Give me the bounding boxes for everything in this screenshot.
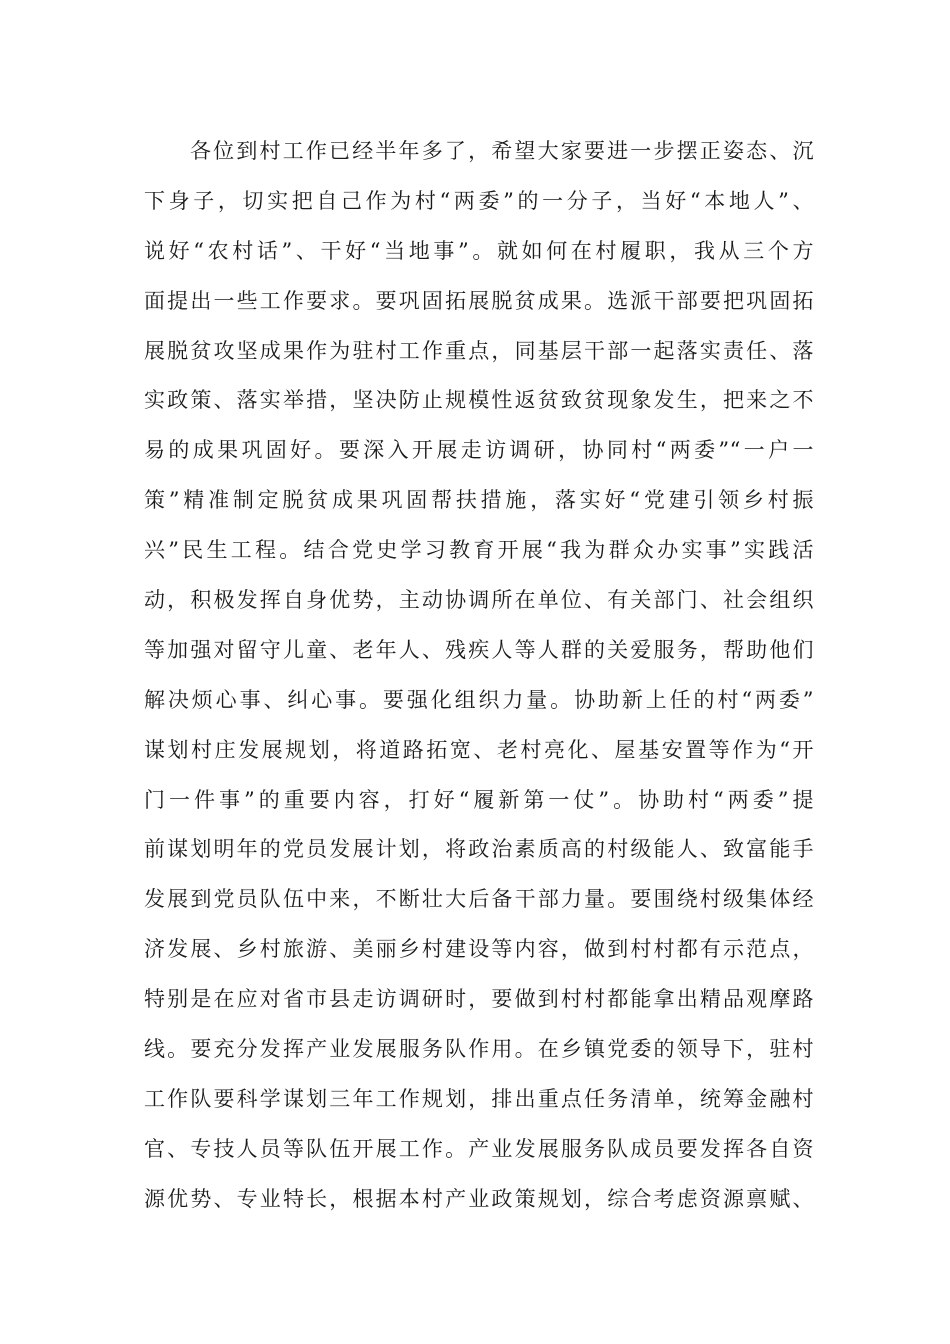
- text-line: 动，积极发挥自身优势，主动协调所在单位、有关部门、社会组织: [144, 588, 814, 613]
- text-line: 特别是在应对省市县走访调研时，要做到村村都能拿出精品观摩路: [144, 987, 814, 1012]
- text-line: 等加强对留守儿童、老年人、残疾人等人群的关爱服务，帮助他们: [144, 637, 814, 662]
- text-line: 谋划村庄发展规划，将道路拓宽、老村亮化、屋基安置等作为“开: [144, 737, 814, 762]
- text-line: 各位到村工作已经半年多了，希望大家要进一步摆正姿态、沉: [190, 139, 814, 163]
- text-line: 易的成果巩固好。要深入开展走访调研，协同村“两委”“一户一: [144, 438, 814, 463]
- text-line: 展脱贫攻坚成果作为驻村工作重点，同基层干部一起落实责任、落: [144, 338, 814, 363]
- text-line: 解决烦心事、纠心事。要强化组织力量。协助新上任的村“两委”: [144, 687, 814, 712]
- text-line: 工作队要科学谋划三年工作规划，排出重点任务清单，统筹金融村: [144, 1086, 814, 1111]
- text-line: 发展到党员队伍中来，不断壮大后备干部力量。要围绕村级集体经: [144, 887, 814, 912]
- text-line: 实政策、落实举措，坚决防止规模性返贫致贫现象发生，把来之不: [144, 388, 814, 413]
- text-line: 线。要充分发挥产业发展服务队作用。在乡镇党委的领导下，驻村: [144, 1037, 814, 1062]
- text-line: 门一件事”的重要内容，打好“履新第一仗”。协助村“两委”提: [144, 787, 814, 812]
- text-line: 策”精准制定脱贫成果巩固帮扶措施，落实好“党建引领乡村振: [144, 488, 814, 513]
- text-line: 源优势、专业特长，根据本村产业政策规划，综合考虑资源禀赋、: [144, 1186, 814, 1211]
- text-line: 说好“农村话”、干好“当地事”。就如何在村履职，我从三个方: [144, 238, 814, 263]
- text-line: 面提出一些工作要求。要巩固拓展脱贫成果。选派干部要把巩固拓: [144, 288, 814, 313]
- text-line: 济发展、乡村旅游、美丽乡村建设等内容，做到村村都有示范点，: [144, 937, 814, 962]
- text-line: 兴”民生工程。结合党史学习教育开展“我为群众办实事”实践活: [144, 538, 814, 563]
- text-line: 前谋划明年的党员发展计划，将政治素质高的村级能人、致富能手: [144, 837, 814, 862]
- text-line: 官、专技人员等队伍开展工作。产业发展服务队成员要发挥各自资: [144, 1136, 814, 1161]
- body-paragraph: [144, 127, 814, 1225]
- text-line: 下身子，切实把自己作为村“两委”的一分子，当好“本地人”、: [144, 188, 814, 213]
